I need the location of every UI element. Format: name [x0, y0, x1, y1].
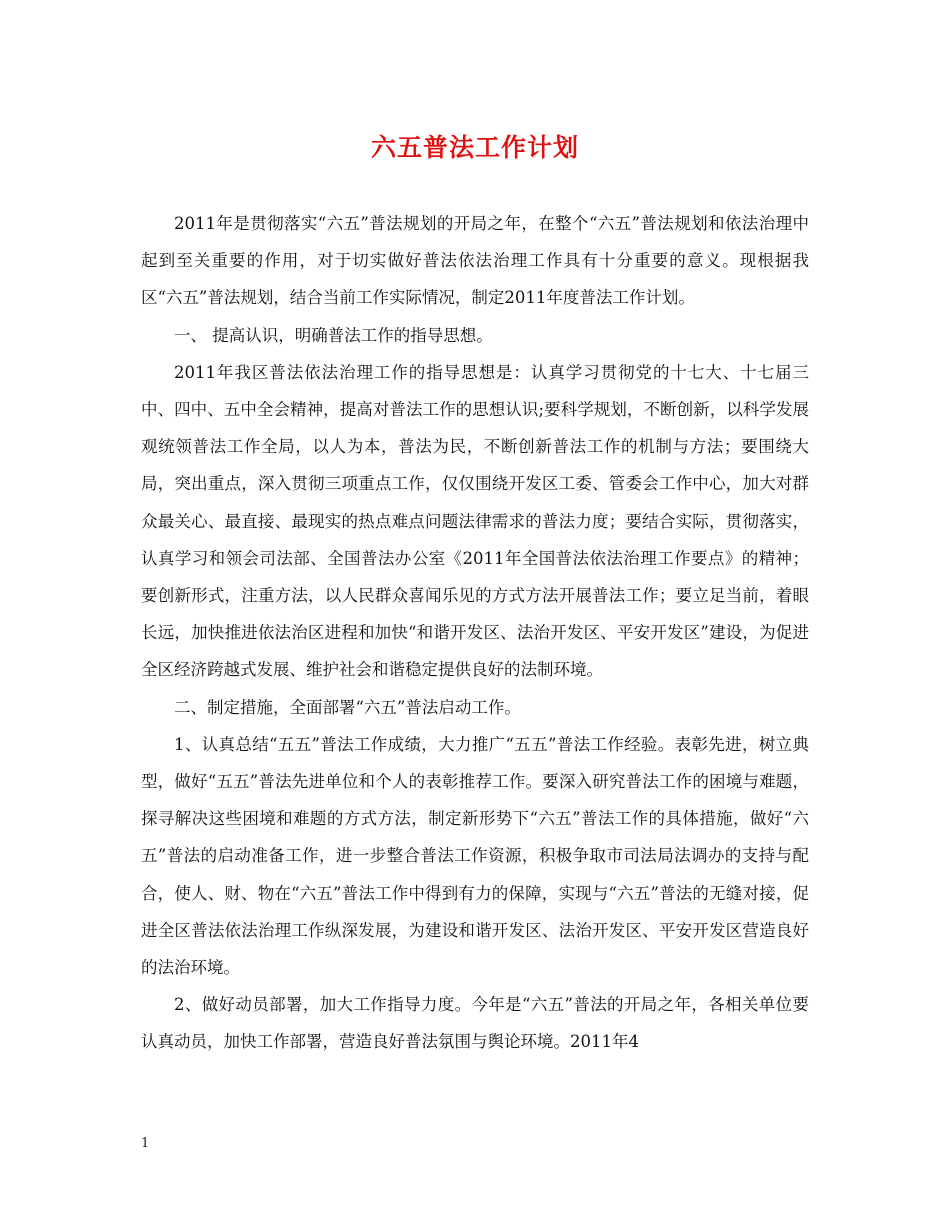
document-body — [141, 205, 809, 1061]
paragraph-item-1: 1、认真总结“五五”普法工作成绩，大力推广“五五”普法工作经验。表彰先进，树立典型，做好“五五”普法先进单位和个人的表彰推荐工作。要深入研究普法工作的困境与难题，探寻解决这些困境和难题的方式方法，制定新形势下“六五”普法工作的具体措施，做好“六五”普法的启动准备工作，进一步整合普法工作资源，积极争取市司法局法调办的支持与配合，使人、财、物在“六五”普法工作中得到有力的保障，实现与“六五”普法的无缝对接，促进全区普法依法治理工作纵深发展，为建设和谐开发区、法治开发区、平安开发区营造良好的法治环境。 — [141, 734, 809, 978]
page-number: 1 — [141, 1136, 150, 1151]
paragraph-intro: 2011年是贯彻落实“六五”普法规划的开局之年，在整个“六五”普法规划和依法治理中起到至关重要的作用，对于切实做好普法依法治理工作具有十分重要的意义。现根据我区“六五”普法规划，结合当前工作实际情况，制定2011年度普法工作计划。 — [141, 214, 809, 308]
paragraph-guiding-thought: 2011年我区普法依法治理工作的指导思想是：认真学习贯彻党的十七大、十七届三中、四中、五中全会精神，提高对普法工作的思想认识;要科学规划，不断创新，以科学发展观统领普法工作全局，以人为本，普法为民，不断创新普法工作的机制与方法；要围绕大局，突出重点，深入贯彻三项重点工作，仅仅围绕开发区工委、管委会工作中心，加大对群众最关心、最直接、最现实的热点难点问题法律需求的普法力度；要结合实际，贯彻落实，认真学习和领会司法部、全国普法办公室《2011年全国普法依法治理工作要点》的精神；要创新形式，注重方法，以人民群众喜闻乐见的方式方法开展普法工作；要立足当前，着眼长远，加快推进依法治区进程和加快“和谐开发区、法治开发区、平安开发区”建设，为促进全区经济跨越式发展、维护社会和谐稳定提供良好的法制环境。 — [141, 362, 809, 680]
document-title: 六五普法工作计划 — [370, 133, 579, 162]
paragraph-item-2: 2、做好动员部署，加大工作指导力度。今年是“六五”普法的开局之年，各相关单位要认真动员，加快工作部署，营造良好普法氛围与舆论环境。2011年4 — [141, 995, 809, 1052]
section-heading-1: 一、 提高认识，明确普法工作的指导思想。 — [174, 325, 493, 345]
section-heading-2: 二、制定措施，全面部署“六五”普法启动工作。 — [174, 697, 521, 717]
